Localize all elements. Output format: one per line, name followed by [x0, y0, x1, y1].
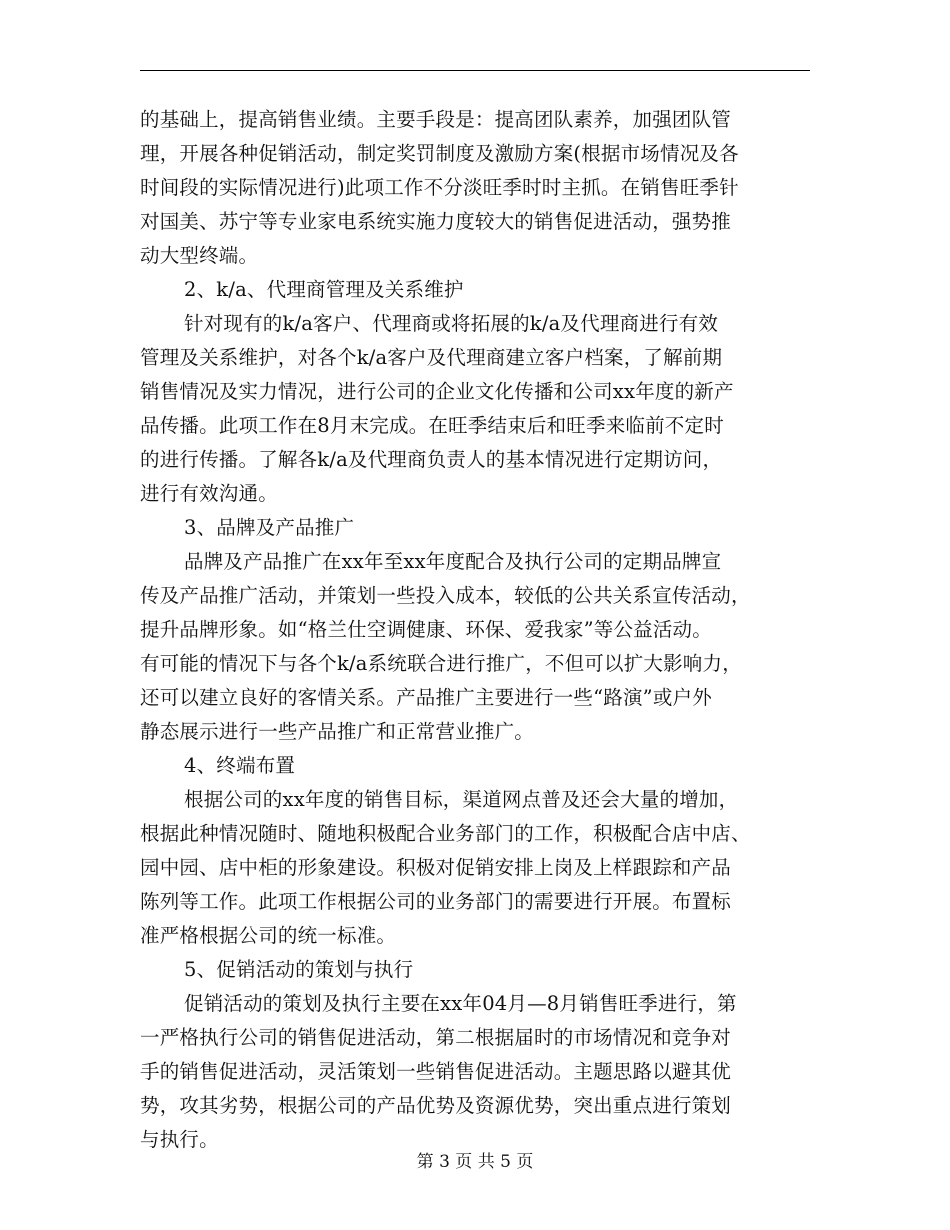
text-line: 手的销售促进活动，灵活策划一些销售促进活动。主题思路以避其优: [140, 1060, 732, 1083]
text-line: 传及产品推广活动，并策划一些投入成本，较低的公共关系宣传活动，: [140, 584, 751, 607]
section-heading-3: 3、品牌及产品推广: [184, 516, 355, 539]
text-line: 动大型终端。: [140, 244, 259, 267]
text-line: 对国美、苏宁等专业家电系统实施力度较大的销售促进活动，强势推: [140, 210, 732, 233]
text-line: 还可以建立良好的客情关系。产品推广主要进行一些“路演”或户外: [140, 686, 712, 709]
header-rule: [140, 70, 810, 71]
text-line: 的进行传播。了解各k/a及代理商负责人的基本情况进行定期访问，: [140, 448, 723, 471]
text-line: 根据此种情况随时、随地积极配合业务部门的工作，积极配合店中店、: [140, 822, 751, 845]
document-body: [140, 103, 810, 1157]
text-line: 准严格根据公司的统一标准。: [140, 924, 397, 947]
text-line: 势，攻其劣势，根据公司的产品优势及资源优势，突出重点进行策划: [140, 1094, 732, 1117]
text-line: 陈列等工作。此项工作根据公司的业务部门的需要进行开展。布置标: [140, 890, 732, 913]
text-line: 管理及关系维护，对各个k/a客户及代理商建立客户档案，了解前期: [140, 346, 723, 369]
section-heading-4: 4、终端布置: [184, 754, 296, 777]
text-line: 的基础上，提高销售业绩。主要手段是：提高团队素养，加强团队管: [140, 108, 732, 131]
text-line: 针对现有的k/a客户、代理商或将拓展的k/a及代理商进行有效: [184, 312, 719, 335]
text-line: 一严格执行公司的销售促进活动，第二根据届时的市场情况和竞争对: [140, 1026, 732, 1049]
text-line: 进行有效沟通。: [140, 482, 278, 505]
text-line: 促销活动的策划及执行主要在xx年04月—8月销售旺季进行，第: [184, 992, 737, 1015]
text-line: 有可能的情况下与各个k/a系统联合进行推广，不但可以扩大影响力，: [140, 652, 742, 675]
page-footer: [0, 1150, 950, 1174]
text-line: 销售情况及实力情况，进行公司的企业文化传播和公司xx年度的新产: [140, 380, 734, 403]
text-line: 园中园、店中柜的形象建设。积极对促销安排上岗及上样跟踪和产品: [140, 856, 732, 879]
section-heading-5: 5、促销活动的策划与执行: [184, 958, 414, 981]
text-line: 根据公司的xx年度的销售目标，渠道网点普及还会大量的增加，: [184, 788, 739, 811]
text-line: 静态展示进行一些产品推广和正常营业推广。: [140, 720, 535, 743]
text-line: 理，开展各种促销活动，制定奖罚制度及激励方案(根据市场情况及各: [140, 142, 739, 165]
text-line: 与执行。: [140, 1128, 219, 1151]
section-heading-2: 2、k/a、代理商管理及关系维护: [184, 278, 464, 301]
text-line: 提升品牌形象。如“格兰仕空调健康、环保、爱我家”等公益活动。: [140, 618, 712, 641]
text-line: 时间段的实际情况进行)此项工作不分淡旺季时时主抓。在销售旺季针: [140, 176, 739, 199]
text-line: 品传播。此项工作在8月末完成。在旺季结束后和旺季来临前不定时: [140, 414, 724, 437]
page-number-label: 第 3 页 共 5 页: [416, 1152, 534, 1172]
text-line: 品牌及产品推广在xx年至xx年度配合及执行公司的定期品牌宣: [184, 550, 722, 573]
